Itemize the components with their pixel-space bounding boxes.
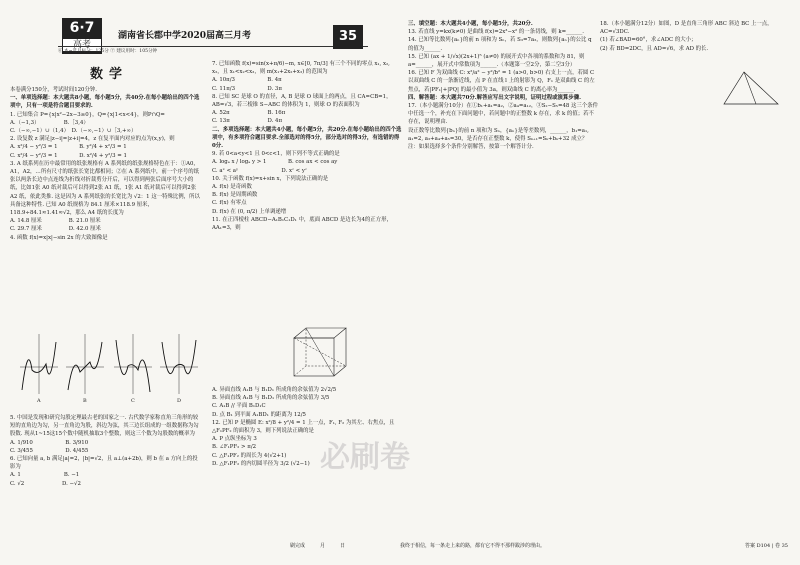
- question-line: A. P 点纵坐标为 3: [212, 436, 257, 443]
- watermark-stamp: 必刷卷: [320, 440, 410, 475]
- question-line: (1) 若∠BAD=60°，求∠ADC 的大小；: [600, 37, 697, 44]
- question-line: 三、填空题：本大题共4小题，每小题5分，共20分.: [408, 21, 533, 27]
- question-line: (2) 若 BD=2DC，且 AD=√6，求 AD 的长.: [600, 45, 709, 52]
- question-line: 2. 设复数 z 满足|z−i|=|z+i|=4，z 在复平面内对应的点为(x,y)，则: [10, 136, 175, 143]
- question-line: D. 点 B₁ 到平面 A₁BD₁ 的距离为 12/5: [212, 411, 306, 418]
- question-line: 设正数等比数列{bₙ}的前 n 项和为 Sₙ，{aₙ}是等差数列，______，b₁=a₁, a₁=2, a₃+a₄+a₅=30，是否存在正整数 k，使得 Sₖ₊₁=Sₖ+bₖ+32 成立？: [408, 127, 589, 142]
- question-line: 14. 已知等比数列{aₙ}的前 n 项和为 Sₙ，若 S₃=7a₃，则数列{aₙ}的公比 q 的值为______.: [408, 37, 592, 52]
- column-1: [10, 86, 200, 242]
- question-line: 9. 若 0<a<y<1 且 0<c<1，则下列不等式正确的是: [212, 151, 340, 158]
- question-line: A. f(x) 是奇函数: [212, 184, 252, 191]
- question-line: A. 异面直线 A₁B 与 B₁D₁ 所成角的余弦值为 2√2/5: [212, 387, 337, 393]
- question-line: 二、多项选择题：本大题共4小题，每小题5分，共20分.在每小题给出的四个选项中，有多项符合题目要求.全部选对的得5分，部分选对的得3分，有选错的得0分.: [212, 126, 402, 150]
- question-line: 注：如果选择多个条件分别解答，按第一个解答计分.: [408, 144, 534, 151]
- question-line: C.（−∞,−1）∪（1,4） D.（−∞,−1）∪［3,+∞）: [10, 128, 137, 135]
- question-line: A. 1/910 B. 3/910: [10, 439, 89, 446]
- graph-c: [114, 334, 152, 394]
- graph-label-d: D: [177, 398, 182, 404]
- question-line: A. 1 B. −1: [10, 472, 80, 479]
- prism-figure: [284, 320, 354, 384]
- footer-date: 刷完成 月 日: [290, 543, 346, 549]
- triangle-figure: [722, 68, 782, 110]
- question-line: 15. 已知 (ax + 1/√x)(2x+1)⁵ (a≠0) 的展开式中各项的系数和为 81，则 a=______，展开式中常数项为______.（本题第一空2分，第二空3分）: [408, 53, 585, 69]
- footer-motto: 我终于相信，每一条走上来的路，都有它不得不那样跋涉的理由。: [400, 543, 546, 549]
- question-line: A. 10π/3 B. 4π: [212, 77, 282, 84]
- question-line: 3. A 纸系列在历中最常用的纸张规格有 A 系列纸的纸张规格特色在于：①A0，A1，A2，…所有尺寸的纸张长宽比都相同；②在 A 系列纸中，前一个序号的纸张以两条长边中点连线为折线对折裁剪分开后，可以得到两张后面序号大小的纸，比如1张 A0 纸对裁后可以得到2张 A1 纸，1张 A1 纸对裁后可以得到2张 A2 纸，依此类推. 这是因为 A 系列纸张的长宽比为 √2：1 这一特殊比例，所以具备这种特性. 已知 A0 纸规格为 84.1 厘米×118.9 厘米，118.9÷84.1≈1.41≈√2，那么 A4 纸的长度为: [10, 160, 200, 217]
- question-line: C. 13π D. 4π: [212, 118, 283, 125]
- column-3: [408, 20, 598, 151]
- column-1-continued: [10, 414, 200, 488]
- question-line: 10. 关于函数 f(x)=x+sin x，下列说法正确的是: [212, 175, 329, 182]
- question-line: 16. 已知 F 为双曲线 C: x²/a² − y²/b² = 1 (a>0, b>0) 右支上一点，若圆 C 以双曲线 C 的一条渐近线，点 P 在直线 l 上的射影为 Q，F₁ 是双曲线 C 的左焦点，若|PF₁|+|PQ| 的最小值为 3a，则双曲线 C 的离心率为______.: [408, 70, 595, 93]
- graph-label-c: C: [131, 398, 135, 404]
- logo-number: 6·7: [69, 20, 95, 36]
- question-line: 四、解答题：本大题共70分.解答应写出文字说明，证明过程或演算步骤.: [408, 94, 581, 101]
- question-line: 11. 在正四棱柱 ABCD−A₁B₁C₁D₁ 中，底面 ABCD 是边长为4的正方形，AA₁=3，则: [212, 216, 392, 232]
- subject-title: 数学: [90, 67, 129, 82]
- question-line: C. △F₁PF₂ 的周长为 4(√2+1): [212, 452, 287, 459]
- logo-text: 高考: [62, 38, 102, 52]
- paper-number-badge: 35: [333, 25, 363, 49]
- column-2: [212, 60, 402, 232]
- question-line: 1. 已知集合 P={x|x²−2x−3≥0}，Q={x|1<x<4}，则P∩Q=: [10, 111, 165, 118]
- graph-label-b: B: [83, 398, 87, 404]
- question-line: 12. 已知 P 是椭圆 E: x²/8 + y²/4 = 1 上一点，F₁, F₂ 为其左、右焦点，且 △F₁PF₂ 的面积为 3，则下列说法正确的是: [212, 419, 395, 435]
- question-line: 一、单项选择题：本大题共8小题，每小题5分，共40分.在每小题给出的四个选项中，只有一项是符合题目要求的.: [10, 95, 200, 110]
- question-line: 17.（本小题满分10分）在①b₁+a₁=a₂，②a₄=a₁₂，③S₂−S₅=48 这三个条件中任选一个，补充在下面问题中，若问题中的正整数 k 存在，求 k 的值；若不存在，说明理由.: [408, 103, 598, 126]
- question-line: C. √2 D. −√2: [10, 480, 81, 487]
- question-line: C. 29.7 厘米 D. 42.0 厘米: [10, 226, 101, 233]
- question-line: B. f(x) 是周期函数: [212, 192, 258, 199]
- question-line: D. △F₁PF₂ 的内切圆半径为 3/2 (√2−1): [212, 460, 310, 467]
- column-4: [600, 20, 792, 53]
- question-line: C. x²/4 − y²/3 = 1 D. x²/4 + y²/3 = 1: [10, 152, 127, 159]
- graph-options-svg: [14, 332, 204, 406]
- question-line: C. 11π/3 D. 3π: [212, 85, 282, 92]
- question-line: 4. 函数 f(x)=x|x|−sin 2x 的大致图像是: [10, 234, 108, 241]
- question-line: B. ∠F₁PF₂ > π/2: [212, 444, 257, 451]
- question-line: A. x²/4 − y²/3 = 1 B. y²/4 + x²/3 = 1: [10, 144, 127, 151]
- question-line: A. 14.8 厘米 B. 21.0 厘米: [10, 218, 101, 225]
- question-line: C. A₁B // 平面 B₁D₁C: [212, 403, 266, 410]
- question-line: C. aˣ < aʸ D. xᶜ < yᶜ: [212, 167, 307, 174]
- graph-d: [160, 334, 198, 394]
- question-line: 18.（本小题满分12分）如图，D 是直角三角形 ABC 斜边 BC 上一点，AC=√3DC.: [600, 21, 773, 36]
- question-line: B. 异面直线 A₁B 与 B₁D₁ 所成角的余弦值为 3/5: [212, 395, 330, 402]
- question-line: C. 3/455 D. 4/455: [10, 447, 89, 454]
- question-line: D. f(x) 在 (0, π/2) 上单调递增: [212, 208, 287, 215]
- page-title: 湖南省长郡中学2020届高三月考: [118, 31, 252, 41]
- graph-label-a: A: [37, 398, 41, 404]
- target-info: ⑥ 本~选目标分：125分 ⑦ 建议用时：105分钟: [58, 49, 158, 54]
- question-line: 7. 已知函数 f(x)=sin(x+π/6)−m, x∈[0, 7π/3] 有三个不同的零点 x₁, x₂, x₃，且 x₁<x₂<x₃，则 m(x₁+2x₂+x₃) 的范围为: [212, 61, 390, 76]
- question-line: 本卷满分150分，考试时间120分钟.: [10, 87, 97, 93]
- graph-b: [66, 334, 104, 394]
- page-footer: [0, 540, 800, 558]
- question-line: A. 52π B. 16π: [212, 110, 286, 117]
- question-line: 13. 若直线 y=kx(k≠0) 是曲线 f(x)=2x³−x² 的一条切线，则 k=______.: [408, 29, 584, 36]
- question-line: A. logₐ x / logₐ y > 1 B. cos ax < cos ay: [212, 159, 338, 166]
- question-line: A.（−1,3） B.［3,4）: [10, 119, 89, 126]
- question-line: 5. 中国是发现和研究勾股定理最古老的国家之一. 古代数学家称直角三角形的较短的直角边为勾，另一直角边为股，斜边为弦，其三边长组成的一组数据称为勾股数. 现从1~15这15个数中随机抽取3个整数，则这三个数为勾股数的概率为: [10, 415, 199, 438]
- question-line: 6. 已知向量 a, b 满足|a|=2，|b|=√2，且 a⊥(a+2b)，则 b 在 a 方向上的投影为: [10, 456, 198, 471]
- question-line: 8. 已知 SC 是球 O 的直径，A, B 是球 O 球面上的两点，且 CA=CB=1，AB=√3，若三棱锥 S−ABC 的体积为 1，则球 O 的表面积为: [212, 93, 392, 109]
- footer-page: 答案 D104 | 卷 35: [745, 543, 788, 549]
- function-graphs: [14, 332, 204, 406]
- question-line: C. f(x) 有零点: [212, 200, 247, 207]
- graph-a: [20, 334, 58, 394]
